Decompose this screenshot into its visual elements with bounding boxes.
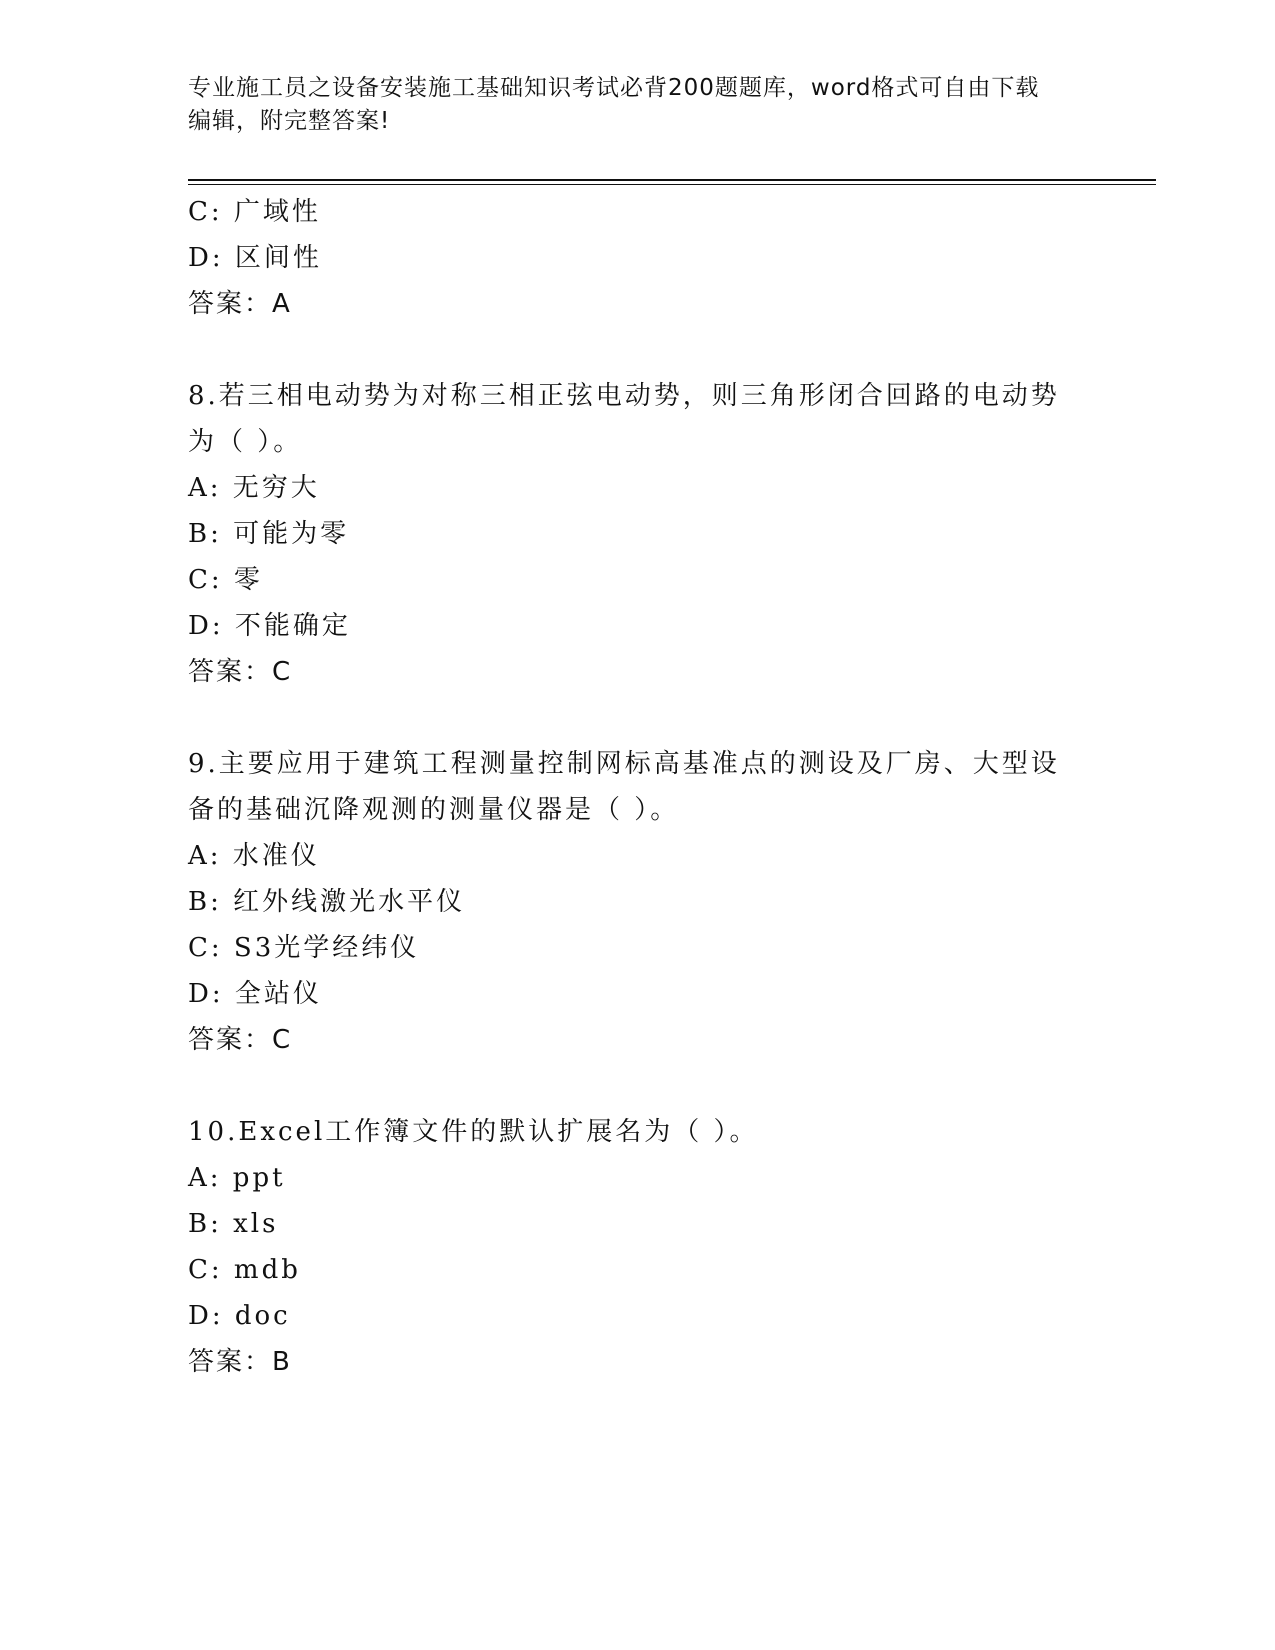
- q7-answer: 答案：A: [188, 289, 292, 319]
- q7-option-c: C: 广域性: [188, 197, 321, 227]
- question-spacer: [188, 1063, 1088, 1109]
- q10-option-d: D: doc: [188, 1301, 291, 1331]
- question-8: [188, 373, 1088, 695]
- header-rule-thick: [188, 179, 1156, 181]
- question-list: [188, 189, 1088, 1385]
- q8-option-a: A: 无穷大: [188, 473, 320, 503]
- q10-option-b: B: xls: [188, 1209, 279, 1239]
- q9-option-d: D: 全站仪: [188, 979, 322, 1009]
- q9-option-a: A: 水准仪: [188, 841, 320, 871]
- q10-option-a: A: ppt: [188, 1163, 286, 1193]
- q10-stem-line-1: 10.Excel工作簿文件的默认扩展名为（ ）。: [188, 1117, 759, 1147]
- q7-option-d: D: 区间性: [188, 243, 322, 273]
- q9-answer: 答案：C: [188, 1025, 293, 1055]
- header-title-line-2: 编辑，附完整答案!: [188, 108, 391, 134]
- q8-stem-line-2: 为（ ）。: [188, 427, 303, 457]
- header-title-line-1: 专业施工员之设备安装施工基础知识考试必背200题题库，word格式可自由下载: [188, 75, 1040, 101]
- question-spacer: [188, 695, 1088, 741]
- document-header: [188, 72, 1088, 138]
- q10-option-c: C: mdb: [188, 1255, 301, 1285]
- q8-answer: 答案：C: [188, 657, 293, 687]
- question-9: [188, 741, 1088, 1063]
- q8-option-d: D: 不能确定: [188, 611, 351, 641]
- q8-stem-line-1: 8.若三相电动势为对称三相正弦电动势，则三角形闭合回路的电动势: [188, 381, 1060, 411]
- q8-option-c: C: 零: [188, 565, 263, 595]
- q9-stem-line-1: 9.主要应用于建筑工程测量控制网标高基准点的测设及厂房、大型设: [188, 749, 1060, 779]
- q9-stem-line-2: 备的基础沉降观测的测量仪器是（ ）。: [188, 795, 680, 825]
- question-7-tail: [188, 189, 1088, 327]
- q9-option-c: C: S3光学经纬仪: [188, 933, 420, 963]
- question-spacer: [188, 327, 1088, 373]
- q8-option-b: B: 可能为零: [188, 519, 350, 549]
- q10-answer: 答案：B: [188, 1347, 292, 1377]
- header-rule-thin: [188, 184, 1156, 185]
- question-10: [188, 1109, 1088, 1385]
- q9-option-b: B: 红外线激光水平仪: [188, 887, 466, 917]
